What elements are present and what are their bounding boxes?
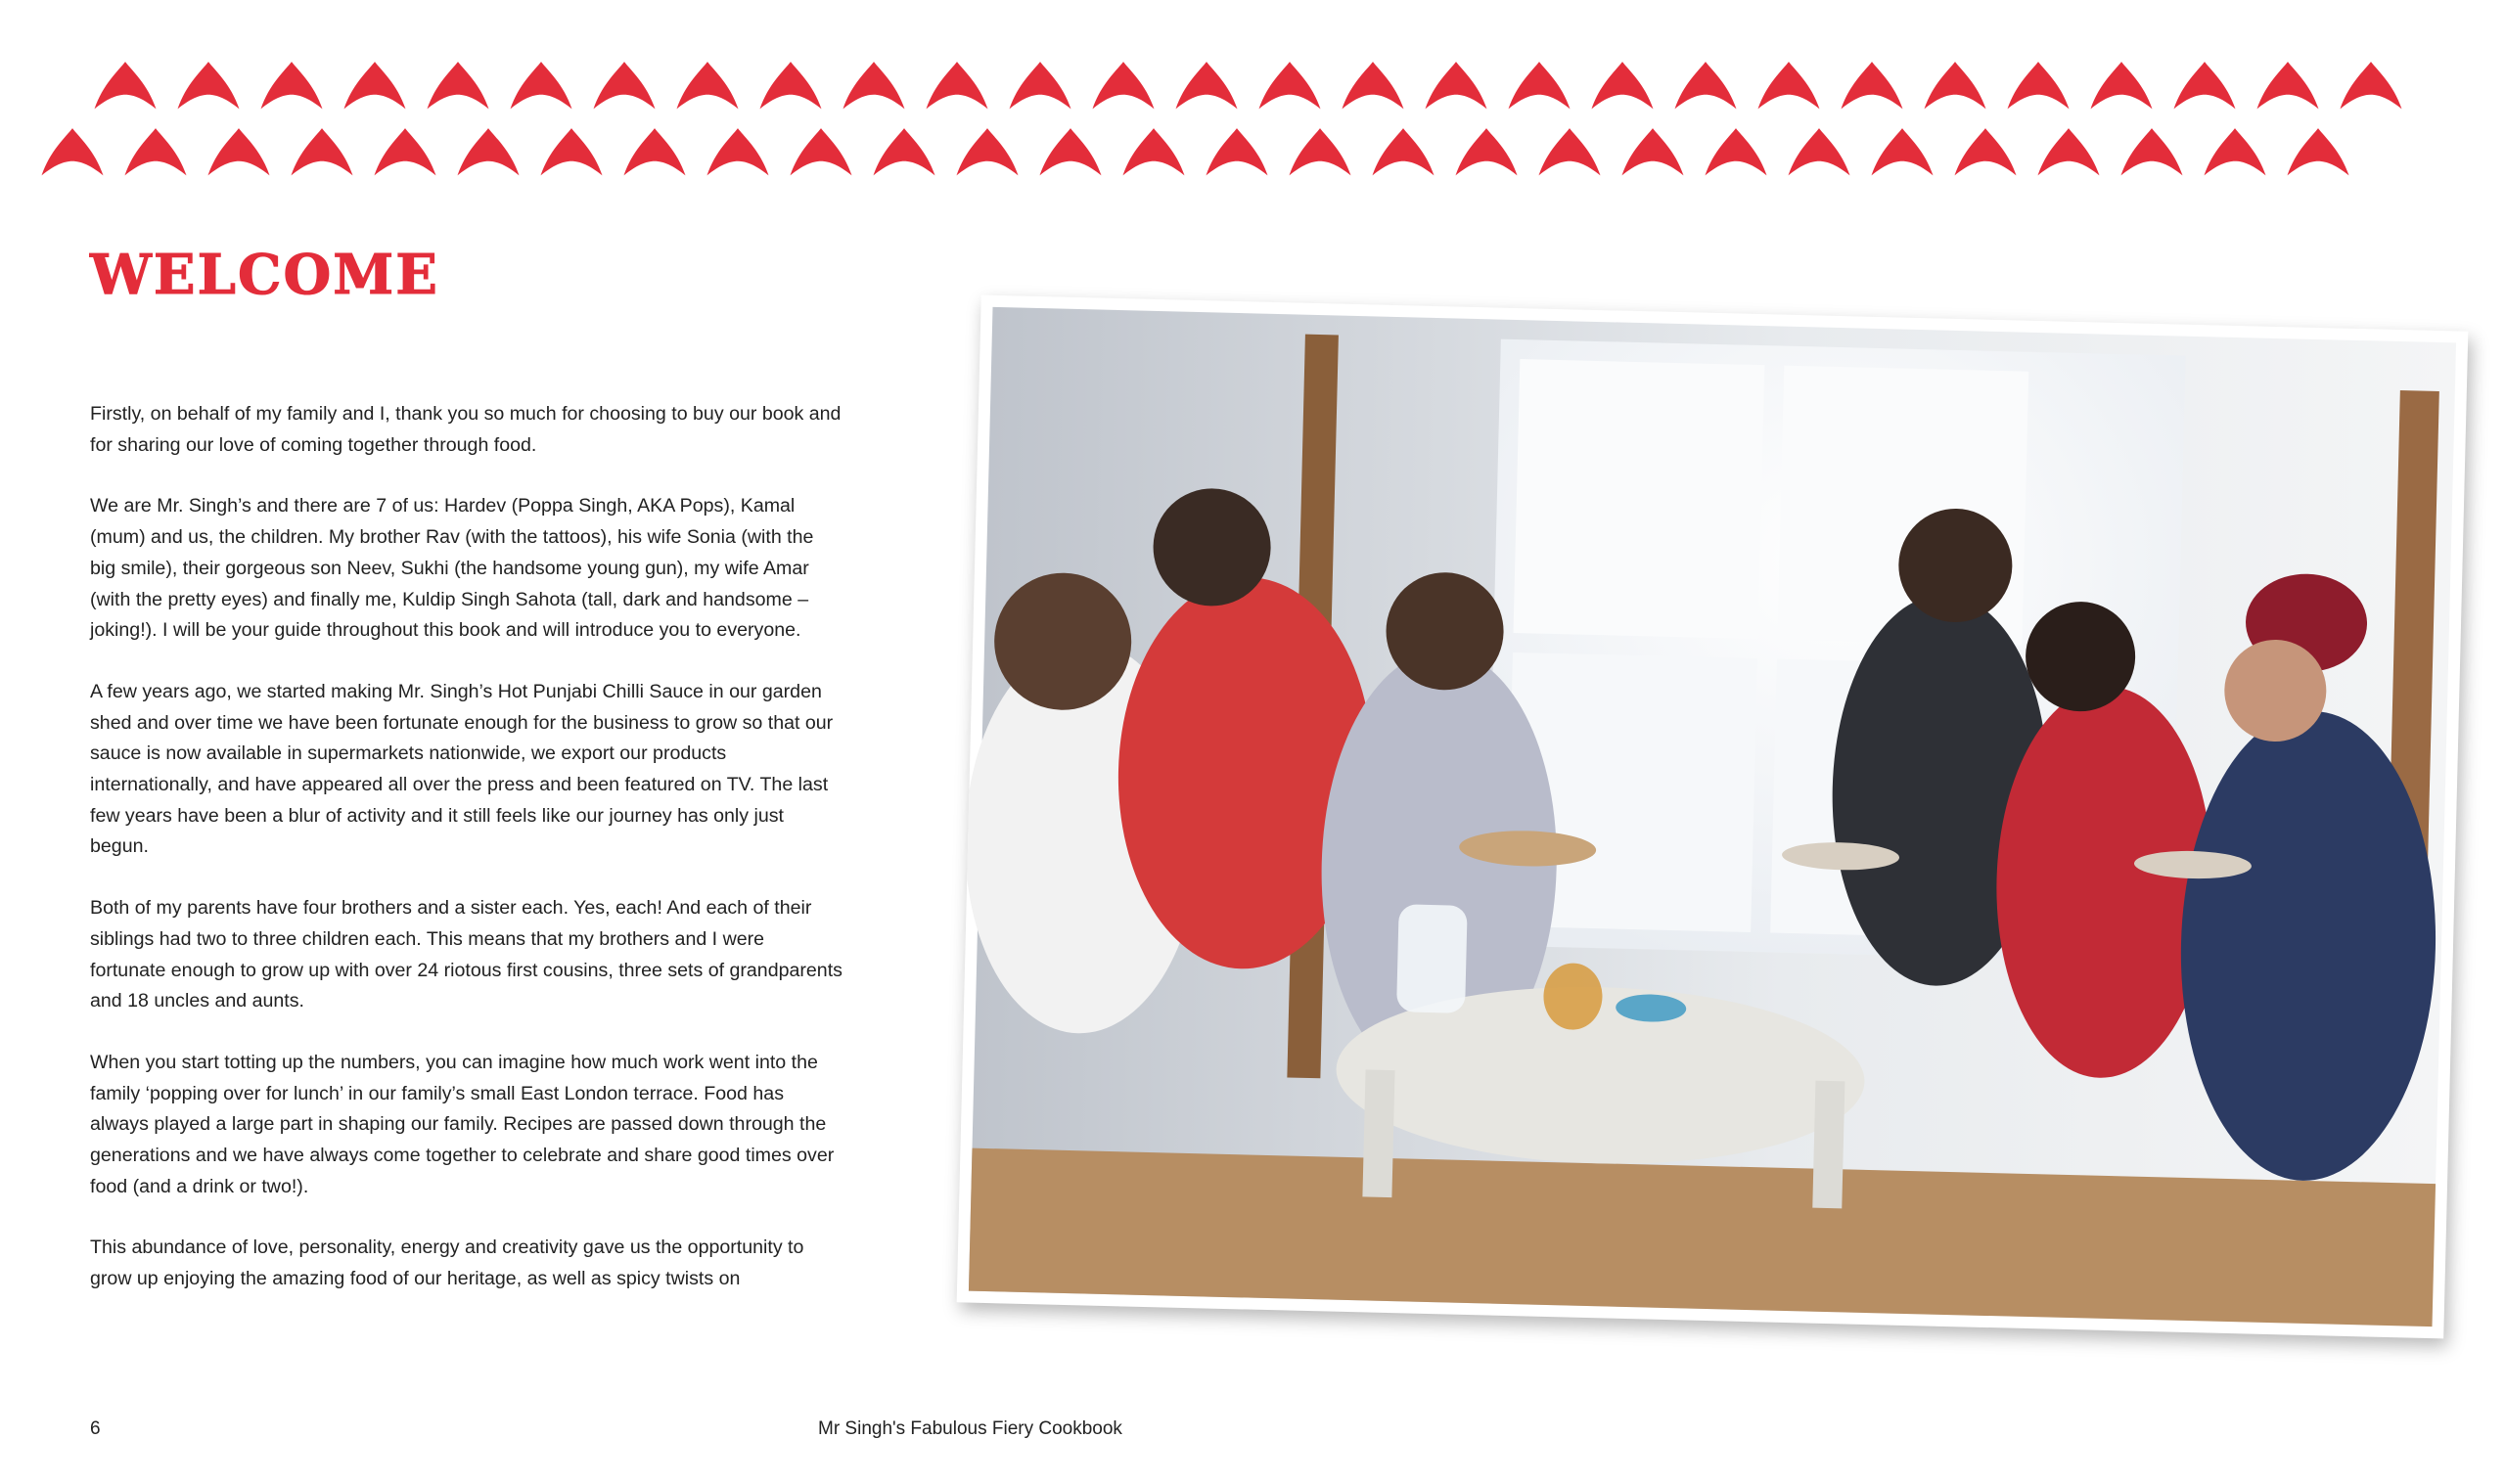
body-text xyxy=(90,399,843,1326)
turban-chevron-icon xyxy=(874,128,935,175)
turban-chevron-icon xyxy=(791,128,852,175)
turban-chevron-icon xyxy=(1207,128,1268,175)
paragraph-food: When you start totting up the numbers, you can imagine how much work went into the family ‘popping over for lunch’ in our family’s small East London terrace. Food has always played a large part in shaping our family. Recipes are passed down through the generations and we have always come together to celebrate and share good times over food (and a drink or two!). xyxy=(90,1051,835,1197)
turban-chevron-icon xyxy=(1955,128,2017,175)
footer-book-title: Mr Singh's Fabulous Fiery Cookbook xyxy=(818,1418,1122,1439)
turban-chevron-icon xyxy=(344,62,406,109)
turban-chevron-icon xyxy=(1622,128,1684,175)
turban-chevron-icon xyxy=(1456,128,1518,175)
turban-chevron-icon xyxy=(2257,62,2319,109)
turban-chevron-icon xyxy=(1123,128,1185,175)
turban-chevron-icon xyxy=(1259,62,1321,109)
turban-chevron-icon xyxy=(1675,62,1737,109)
turban-chevron-icon xyxy=(261,62,323,109)
turban-chevron-icon xyxy=(1093,62,1155,109)
turban-chevron-icon xyxy=(375,128,436,175)
turban-chevron-icon xyxy=(2174,62,2236,109)
turban-chevron-icon xyxy=(125,128,187,175)
turban-chevron-icon xyxy=(1509,62,1571,109)
turban-chevron-icon xyxy=(1539,128,1601,175)
family-photo-frame xyxy=(957,295,2469,1339)
turban-chevron-icon xyxy=(178,62,240,109)
turban-chevron-icon xyxy=(511,62,572,109)
turban-chevron-icon xyxy=(42,128,104,175)
turban-chevron-icon xyxy=(1789,128,1850,175)
paragraph-relatives: Both of my parents have four brothers and a sister each. Yes, each! And each of their siblings had two to three children each. This means that my brothers and I were fortunate enough to grow up with over 24 riotous first cousins, three sets of grandparents and 18 uncles and aunts. xyxy=(90,897,843,1012)
turban-chevron-icon xyxy=(292,128,353,175)
turban-chevron-icon xyxy=(1842,62,1903,109)
turban-chevron-icon xyxy=(1010,62,1071,109)
turban-pattern-decoration xyxy=(0,0,2505,196)
turban-chevron-icon xyxy=(2008,62,2070,109)
turban-chevron-icon xyxy=(1176,62,1238,109)
turban-chevron-icon xyxy=(1706,128,1767,175)
turban-chevron-icon xyxy=(843,62,905,109)
page-title: WELCOME xyxy=(90,243,439,307)
paragraph-family: We are Mr. Singh’s and there are 7 of us: Hardev (Poppa Singh, AKA Pops), Kamal (mum) and us, the children. My brother Rav (with the tattoos), his wife Sonia (with the big smile), their gorgeous son Neev, Sukhi (the handsome young gun), my wife Amar (with the pretty eyes) and finally me, Kuldip Singh Sahota (tall, dark and handsome – joking!). I will be your guide throughout this book and will introduce you to everyone. xyxy=(90,495,814,642)
turban-chevron-icon xyxy=(2091,62,2153,109)
turban-chevron-icon xyxy=(677,62,739,109)
turban-chevron-icon xyxy=(1290,128,1351,175)
turban-chevron-icon xyxy=(2121,128,2183,175)
turban-chevron-icon xyxy=(760,62,822,109)
turban-chevron-icon xyxy=(2038,128,2100,175)
paragraph-intro: Firstly, on behalf of my family and I, thank you so much for choosing to buy our book and for sharing our love of coming together through food. xyxy=(90,403,842,456)
turban-chevron-icon xyxy=(707,128,769,175)
turban-chevron-icon xyxy=(458,128,520,175)
page-number: 6 xyxy=(90,1418,101,1439)
turban-chevron-icon xyxy=(927,62,988,109)
turban-chevron-icon xyxy=(1343,62,1404,109)
turban-chevron-icon xyxy=(1373,128,1435,175)
turban-chevron-icon xyxy=(1592,62,1654,109)
turban-chevron-icon xyxy=(624,128,686,175)
turban-chevron-icon xyxy=(2288,128,2349,175)
turban-chevron-icon xyxy=(428,62,489,109)
turban-chevron-icon xyxy=(1426,62,1487,109)
turban-chevron-icon xyxy=(2205,128,2266,175)
turban-chevron-icon xyxy=(1040,128,1102,175)
paragraph-heritage: This abundance of love, personality, energy and creativity gave us the opportunity to grow up enjoying the amazing food of our heritage, as well as spicy twists on xyxy=(90,1237,804,1290)
turban-chevron-icon xyxy=(1758,62,1820,109)
turban-chevron-icon xyxy=(2341,62,2402,109)
paragraph-business: A few years ago, we started making Mr. Singh’s Hot Punjabi Chilli Sauce in our garden shed and over time we have been fortunate enough for the business to grow so that our sauce is now available in supermarkets nationwide, we export our products internationally, and have appeared all over the press and been featured on TV. The last few years have been a blur of activity and it still feels like our journey has only just begun. xyxy=(90,680,834,858)
turban-chevron-icon xyxy=(208,128,270,175)
turban-chevron-icon xyxy=(957,128,1019,175)
turban-chevron-icon xyxy=(1872,128,1934,175)
turban-chevron-icon xyxy=(1925,62,1986,109)
turban-chevron-icon xyxy=(594,62,656,109)
turban-chevron-icon xyxy=(541,128,603,175)
family-dinner-photo xyxy=(957,295,2469,1339)
turban-chevron-icon xyxy=(95,62,157,109)
